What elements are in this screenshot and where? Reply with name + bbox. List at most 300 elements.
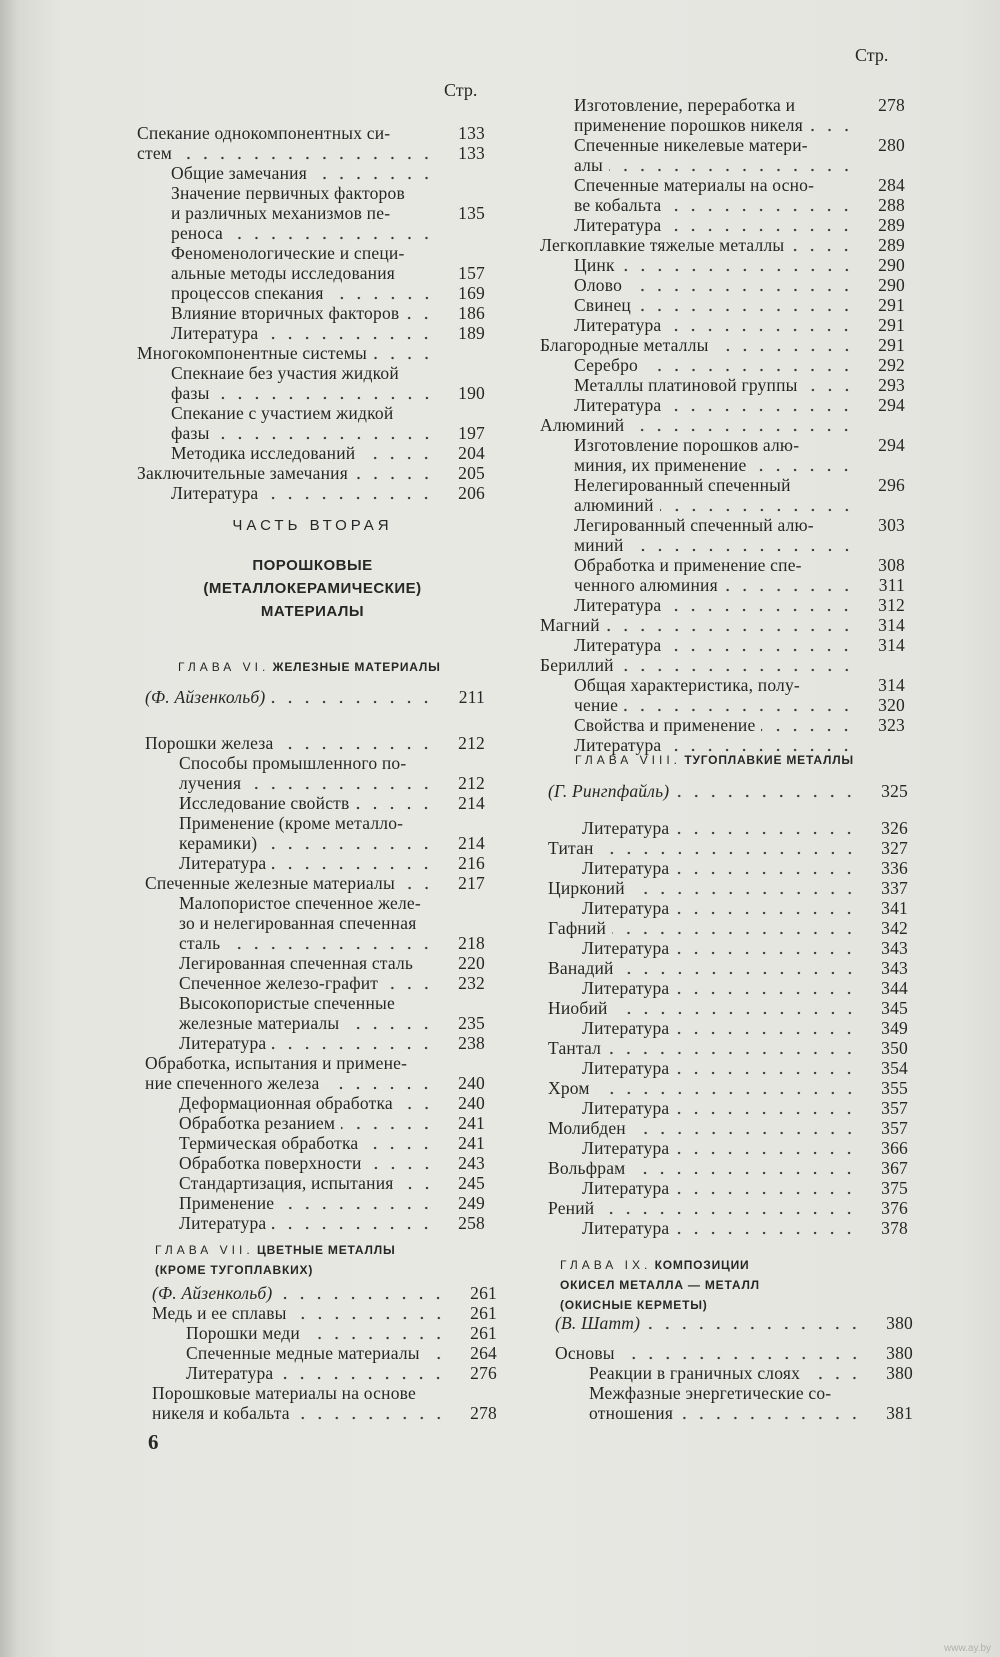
entry-title: Изготовление, переработка и — [574, 95, 796, 115]
toc-entry — [152, 1403, 497, 1423]
page-ref: 261 — [470, 1323, 497, 1343]
dot-leader — [399, 1106, 435, 1110]
entry-title: Гафний — [548, 918, 607, 938]
entry-title: Свойства и применение — [574, 715, 756, 735]
toc-entry — [548, 898, 908, 918]
page-ref: 367 — [881, 1158, 908, 1178]
page-ref: 278 — [878, 95, 905, 115]
dot-leader — [229, 236, 435, 240]
dot-leader — [280, 1206, 435, 1210]
entry-title: Спеченные медные материалы — [186, 1343, 420, 1363]
toc-chapter-6 — [145, 733, 485, 1233]
toc-entry — [548, 958, 908, 978]
entry-title: Литература — [582, 978, 670, 998]
entry-title: Ванадий — [548, 958, 614, 978]
entry-title: Литература — [582, 1018, 670, 1038]
toc-entry — [548, 1118, 908, 1138]
dot-leader — [264, 496, 435, 500]
page-ref: 291 — [878, 295, 905, 315]
page-ref: 289 — [878, 215, 905, 235]
chapter-title: ОКИСЕЛ МЕТАЛЛА — МЕТАЛЛ — [560, 1278, 760, 1292]
page-ref: 278 — [470, 1403, 497, 1423]
dot-leader — [325, 1086, 435, 1090]
entry-title: Литература — [179, 1213, 267, 1233]
toc-entry — [145, 1133, 485, 1153]
page-ref: 211 — [458, 687, 485, 707]
entry-title: Литература — [574, 215, 662, 235]
chapter-title: ЖЕЛЕЗНЫЕ МАТЕРИАЛЫ — [272, 660, 441, 674]
dot-leader — [178, 156, 435, 160]
dot-leader — [675, 951, 858, 955]
page-ref: 276 — [470, 1363, 497, 1383]
dot-leader — [216, 396, 435, 400]
page-ref: 380 — [886, 1343, 913, 1363]
page-ref: 238 — [458, 1033, 485, 1053]
toc-entry — [540, 315, 905, 335]
toc-entry — [540, 455, 905, 475]
entry-title: Медь и ее сплавы — [152, 1303, 287, 1323]
entry-title: миний — [574, 535, 624, 555]
entry-title: Спекание с участием жидкой — [171, 403, 394, 423]
entry-title: ченного алюминия — [574, 575, 718, 595]
entry-title: Общие замечания — [171, 163, 307, 183]
toc-chapter-7 — [152, 1283, 497, 1423]
toc-entry — [548, 1038, 908, 1058]
toc-entry — [145, 1173, 485, 1193]
page-ref: 205 — [458, 463, 485, 483]
dot-leader — [667, 228, 855, 232]
dot-leader — [628, 288, 855, 292]
entry-title: реноса — [171, 223, 224, 243]
page-ref: 212 — [458, 733, 485, 753]
dot-leader — [247, 786, 435, 790]
dot-leader — [675, 1191, 858, 1195]
toc-entry — [145, 873, 485, 893]
chapter-title: ТУГОПЛАВКИЕ МЕТАЛЛЫ — [684, 753, 854, 767]
entry-title: лучения — [179, 773, 242, 793]
dot-leader — [272, 866, 435, 870]
dot-leader — [675, 871, 858, 875]
page-ref: 366 — [881, 1138, 908, 1158]
dot-leader — [679, 1416, 863, 1420]
toc-entry — [145, 773, 485, 793]
page-ref: 232 — [458, 973, 485, 993]
dot-leader — [596, 1091, 858, 1095]
page-ref: 378 — [881, 1218, 908, 1238]
toc-entry — [145, 913, 485, 933]
entry-title: Серебро — [574, 355, 638, 375]
page-ref: 291 — [878, 335, 905, 355]
page-ref: 264 — [470, 1343, 497, 1363]
chapter-6-author — [145, 687, 485, 707]
page-ref: 190 — [458, 383, 485, 403]
entry-title: Применение (кроме металло- — [179, 813, 404, 833]
entry-title: Литература — [574, 395, 662, 415]
chapter-6-heading — [178, 657, 441, 677]
dot-leader — [614, 1011, 858, 1015]
chapter-9-entries — [555, 1343, 913, 1423]
entry-title: отношения — [589, 1403, 674, 1423]
dot-leader — [675, 1151, 858, 1155]
toc-entry — [145, 1033, 485, 1053]
entry-title: Влияние вторичных факторов — [171, 303, 400, 323]
dot-leader — [644, 368, 855, 372]
toc-entry — [555, 1343, 913, 1363]
entry-title: Литература — [574, 315, 662, 335]
dot-leader — [667, 648, 855, 652]
toc-entry — [540, 235, 905, 255]
page-column-header-right: Стр. — [855, 45, 889, 65]
toc-entry — [145, 1013, 485, 1033]
page-ref: 240 — [458, 1073, 485, 1093]
page-ref: 325 — [881, 781, 908, 801]
entry-title: Исследование свойств — [179, 793, 350, 813]
entry-title: Спеченные материалы на осно- — [574, 175, 815, 195]
page-ref: 216 — [458, 853, 485, 873]
page-ref: 314 — [878, 635, 905, 655]
toc-entry — [540, 95, 905, 115]
dot-leader — [355, 806, 435, 810]
dot-leader — [667, 328, 855, 332]
toc-entry — [137, 363, 485, 383]
entry-title: Легированный спеченный алю- — [574, 515, 814, 535]
entry-title: Хром — [548, 1078, 590, 1098]
page-ref: 312 — [878, 595, 905, 615]
page-ref: 345 — [881, 998, 908, 1018]
dot-leader — [607, 1051, 858, 1055]
entry-title: Стандартизация, испытания — [179, 1173, 394, 1193]
entry-title: Бериллий — [540, 655, 614, 675]
chapter-8-heading — [575, 750, 854, 770]
entry-title: Деформационная обработка — [179, 1093, 393, 1113]
entry-title: альные методы исследования — [171, 263, 396, 283]
dot-leader — [272, 1226, 435, 1230]
dot-leader — [401, 886, 435, 890]
entry-title: Общая характеристика, полу- — [574, 675, 800, 695]
page-ref: 241 — [458, 1113, 485, 1133]
entry-title: Литература — [179, 853, 267, 873]
page-ref: 337 — [881, 878, 908, 898]
toc-entry — [555, 1383, 913, 1403]
toc-entry — [540, 515, 905, 535]
dot-leader — [345, 1026, 435, 1030]
entry-title: Литература — [179, 1033, 267, 1053]
entry-title: Ниобий — [548, 998, 608, 1018]
toc-entry — [145, 953, 485, 973]
toc-entry — [137, 223, 485, 243]
entry-title: Литература — [582, 898, 670, 918]
toc-entry — [137, 203, 485, 223]
dot-leader — [806, 1376, 863, 1380]
toc-entry — [145, 1053, 485, 1073]
dot-leader — [804, 388, 855, 392]
page-ref: 133 — [458, 123, 485, 143]
dot-leader — [715, 348, 855, 352]
toc-entry — [137, 323, 485, 343]
page-ref: 311 — [878, 575, 905, 595]
dot-leader — [226, 946, 435, 950]
toc-entry — [548, 878, 908, 898]
page-ref: 212 — [458, 773, 485, 793]
page-ref: 323 — [878, 715, 905, 735]
toc-entry — [137, 283, 485, 303]
page-ref: 327 — [881, 838, 908, 858]
toc-entry — [540, 335, 905, 355]
dot-leader — [609, 168, 855, 172]
toc-entry — [145, 1113, 485, 1133]
page-ref: 357 — [881, 1098, 908, 1118]
toc-entry — [152, 1303, 497, 1323]
toc-right-top — [540, 95, 905, 755]
toc-entry — [137, 303, 485, 323]
entry-title: Литература — [582, 1178, 670, 1198]
toc-entry — [137, 463, 485, 483]
page-ref: 303 — [878, 515, 905, 535]
chapter-prefix: ГЛАВА VI. — [178, 660, 270, 674]
entry-title: Благородные металлы — [540, 335, 709, 355]
entry-title: Литература — [582, 1098, 670, 1118]
entry-title: Феноменологические и специ- — [171, 243, 405, 263]
entry-title: и различных механизмов пе- — [171, 203, 391, 223]
entry-title: Основы — [555, 1343, 615, 1363]
page-ref: 349 — [881, 1018, 908, 1038]
dot-leader — [373, 356, 435, 360]
entry-title: Литература — [582, 938, 670, 958]
entry-title: Спеченные железные материалы — [145, 873, 395, 893]
entry-title: керамики) — [179, 833, 258, 853]
page-ref: 336 — [881, 858, 908, 878]
entry-title: Обработка резанием — [179, 1113, 336, 1133]
toc-entry — [152, 1363, 497, 1383]
entry-title: Малопористое спеченное желе- — [179, 893, 421, 913]
dot-leader — [761, 728, 855, 732]
toc-entry — [548, 1018, 908, 1038]
entry-title: применение порошков никеля — [574, 115, 803, 135]
page-column-header-left: Стр. — [444, 80, 478, 100]
page-ref: 241 — [458, 1133, 485, 1153]
entry-title: Заключительные замечания — [137, 463, 348, 483]
page-ref: 245 — [458, 1173, 485, 1193]
page-ref: 314 — [878, 615, 905, 635]
entry-title: зо и нелегированная спеченная — [179, 913, 417, 933]
dot-leader — [384, 986, 435, 990]
entry-title: Порошки меди — [186, 1323, 300, 1343]
entry-title: алы — [574, 155, 604, 175]
toc-entry — [548, 1218, 908, 1238]
dot-leader — [675, 911, 858, 915]
entry-title: Рений — [548, 1198, 595, 1218]
entry-title: Порошки железа — [145, 733, 274, 753]
entry-title: Литература — [582, 818, 670, 838]
page-ref: 326 — [881, 818, 908, 838]
toc-entry — [548, 838, 908, 858]
toc-entry — [145, 793, 485, 813]
entry-title: Титан — [548, 838, 594, 858]
toc-entry — [145, 813, 485, 833]
entry-title: Обработка и применение спе- — [574, 555, 802, 575]
toc-entry — [145, 1153, 485, 1173]
page-ref: 343 — [881, 958, 908, 978]
toc-entry — [540, 175, 905, 195]
dot-leader — [216, 436, 435, 440]
toc-entry — [137, 403, 485, 423]
toc-entry — [152, 1383, 497, 1403]
dot-leader — [612, 931, 858, 935]
page-ref: 344 — [881, 978, 908, 998]
toc-entry — [540, 375, 905, 395]
page-ref: 169 — [458, 283, 485, 303]
toc-entry — [540, 475, 905, 495]
entry-title: Спекнаие без участия жидкой — [171, 363, 399, 383]
chapter-title: (ОКИСНЫЕ КЕРМЕТЫ) — [560, 1298, 708, 1312]
entry-title: Применение — [179, 1193, 275, 1213]
entry-title: Спеченные никелевые матери- — [574, 135, 808, 155]
chapter-7-heading — [155, 1240, 396, 1280]
dot-leader — [600, 851, 858, 855]
entry-title: фазы — [171, 383, 210, 403]
toc-entry — [137, 263, 485, 283]
dot-leader — [752, 468, 855, 472]
entry-title: Легированная спеченная сталь — [179, 953, 414, 973]
page-ref: 294 — [878, 435, 905, 455]
entry-title: Металлы платиновой группы — [574, 375, 798, 395]
toc-entry — [145, 1093, 485, 1113]
entry-title: Литература — [574, 635, 662, 655]
toc-entry — [540, 535, 905, 555]
toc-entry — [145, 933, 485, 953]
toc-entry — [152, 1323, 497, 1343]
toc-entry — [137, 163, 485, 183]
page-ref: 357 — [881, 1118, 908, 1138]
toc-entry — [548, 1058, 908, 1078]
page-ref: 217 — [458, 873, 485, 893]
toc-entry — [137, 443, 485, 463]
toc-entry — [540, 415, 905, 435]
toc-entry — [540, 595, 905, 615]
toc-entry — [145, 893, 485, 913]
dot-leader — [675, 1071, 858, 1075]
toc-entry — [548, 1178, 908, 1198]
toc-entry — [145, 753, 485, 773]
entry-title: Литература — [582, 858, 670, 878]
entry-title: Литература — [171, 483, 259, 503]
entry-title: Способы промышленного по- — [179, 753, 407, 773]
page-ref: 206 — [458, 483, 485, 503]
author: (В. Шатт) — [555, 1313, 641, 1333]
entry-title: чение — [574, 695, 619, 715]
chapter-prefix: ГЛАВА IX. — [560, 1258, 652, 1272]
toc-entry — [548, 858, 908, 878]
dot-leader — [354, 476, 435, 480]
entry-title: Высокопористые спеченные — [179, 993, 395, 1013]
page-ref: 355 — [881, 1078, 908, 1098]
part-label: ЧАСТЬ ВТОРАЯ — [232, 517, 393, 534]
entry-title: Тантал — [548, 1038, 602, 1058]
dot-leader — [405, 316, 435, 320]
dot-leader — [364, 1146, 435, 1150]
toc-entry — [540, 675, 905, 695]
author: (Ф. Айзенкольб) — [145, 687, 266, 707]
page-ref: 288 — [878, 195, 905, 215]
page-ref: 214 — [458, 793, 485, 813]
dot-leader — [790, 248, 855, 252]
entry-title: Значение первичных факторов — [171, 183, 405, 203]
dot-leader — [293, 1316, 447, 1320]
toc-entry — [145, 733, 485, 753]
page-ref: 258 — [458, 1213, 485, 1233]
toc-entry — [137, 343, 485, 363]
entry-title: Спеченное железо-графит — [179, 973, 379, 993]
toc-entry — [137, 143, 485, 163]
entry-title: Алюминий — [540, 415, 625, 435]
entry-title: Межфазные энергетические со- — [589, 1383, 832, 1403]
toc-entry — [145, 833, 485, 853]
dot-leader — [809, 128, 855, 132]
dot-leader — [630, 548, 855, 552]
toc-entry — [555, 1363, 913, 1383]
dot-leader — [426, 1356, 447, 1360]
entry-title: Олово — [574, 275, 623, 295]
entry-title: Молибден — [548, 1118, 626, 1138]
toc-entry — [540, 635, 905, 655]
page-ref: 380 — [886, 1363, 913, 1383]
entry-title: Спекание однокомпонентных си- — [137, 123, 391, 143]
part-title — [140, 554, 485, 623]
dot-leader — [675, 1111, 858, 1115]
page-ref: 243 — [458, 1153, 485, 1173]
entry-title: Литература — [582, 1138, 670, 1158]
entry-title: Легкоплавкие тяжелые металлы — [540, 235, 785, 255]
toc-entry — [540, 695, 905, 715]
toc-entry — [145, 1073, 485, 1093]
toc-chapter-9 — [555, 1313, 913, 1423]
page-ref: 290 — [878, 275, 905, 295]
dot-leader — [264, 336, 435, 340]
page-ref: 320 — [878, 695, 905, 715]
dot-leader — [330, 296, 435, 300]
part-title-line: (МЕТАЛЛОКЕРАМИЧЕСКИЕ) — [203, 580, 422, 597]
toc-entry — [152, 1343, 497, 1363]
entry-title: Цирконий — [548, 878, 625, 898]
page-ref: 290 — [878, 255, 905, 275]
toc-entry — [540, 615, 905, 635]
page-ref: 314 — [878, 675, 905, 695]
page-ref: 135 — [458, 203, 485, 223]
chapter-7-entries — [152, 1303, 497, 1423]
toc-entry — [540, 655, 905, 675]
toc-entry — [137, 423, 485, 443]
entry-title: Вольфрам — [548, 1158, 626, 1178]
dot-leader — [361, 456, 435, 460]
dot-leader — [630, 428, 855, 432]
toc-entry — [137, 483, 485, 503]
dot-leader — [272, 1046, 435, 1050]
toc-entry — [540, 575, 905, 595]
toc-entry — [540, 495, 905, 515]
entry-title: Изготовление порошков алю- — [574, 435, 800, 455]
page-ref: 341 — [881, 898, 908, 918]
toc-entry — [540, 255, 905, 275]
page-ref: 133 — [458, 143, 485, 163]
toc-entry — [548, 1098, 908, 1118]
page-ref: 214 — [458, 833, 485, 853]
entry-title: миния, их применение — [574, 455, 747, 475]
dot-leader — [637, 308, 855, 312]
toc-entry — [548, 1078, 908, 1098]
page-ref: 186 — [458, 303, 485, 323]
page-ref: 343 — [881, 938, 908, 958]
dot-leader — [621, 268, 855, 272]
